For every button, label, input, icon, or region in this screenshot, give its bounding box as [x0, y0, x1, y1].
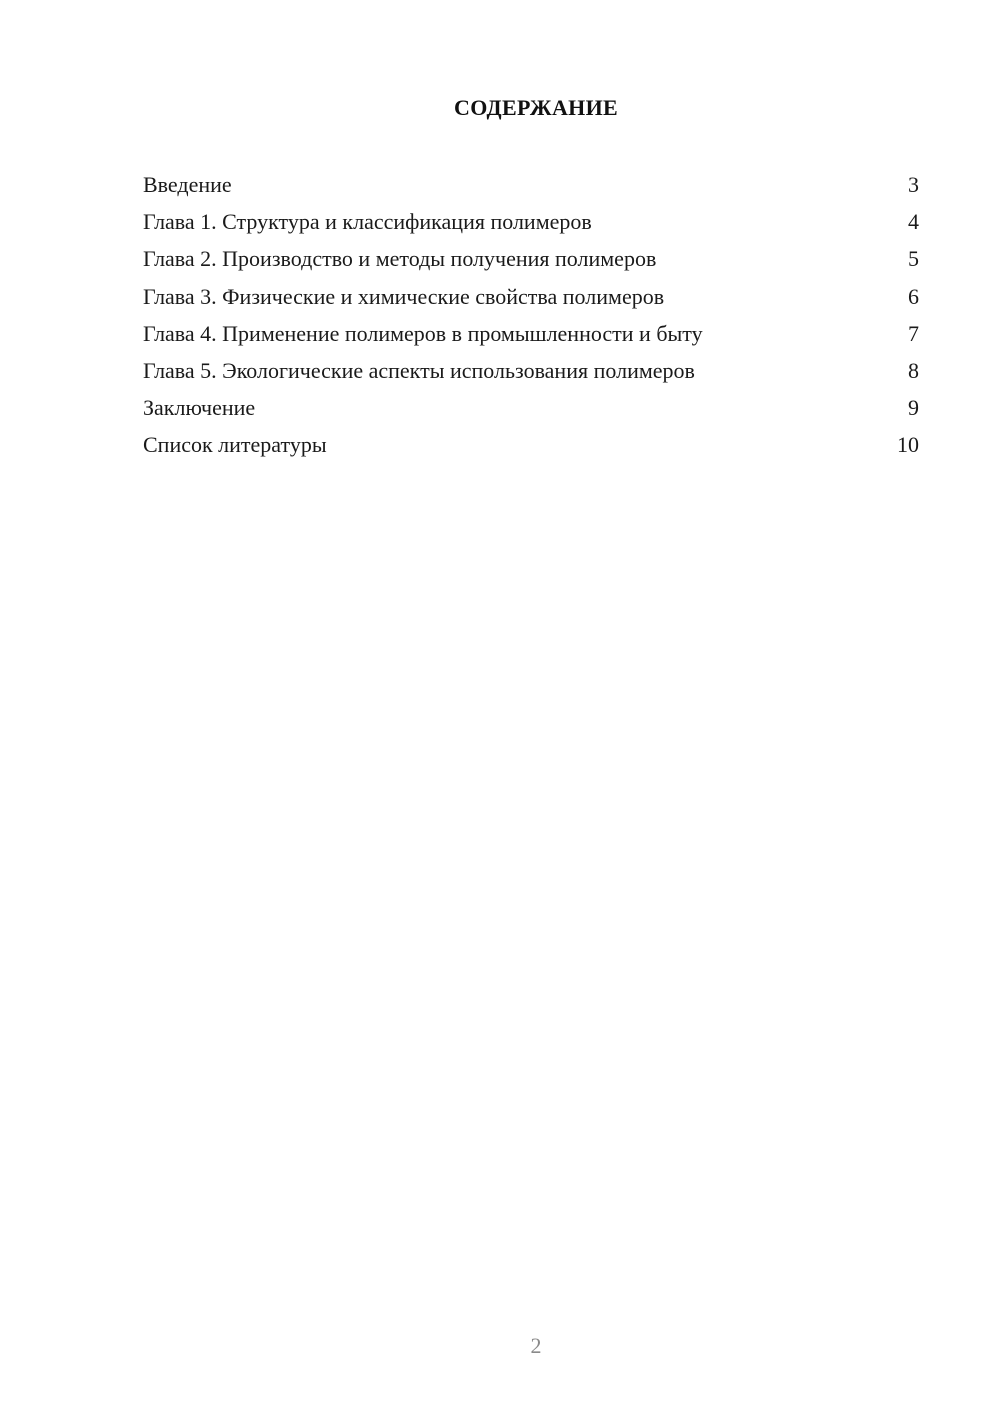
toc-entry-label: Глава 5. Экологические аспекты использования полимеров [143, 357, 695, 383]
toc-entry-page: 6 [908, 283, 919, 309]
page-number: 2 [530, 1333, 542, 1358]
page-title: СОДЕРЖАНИЕ [454, 95, 618, 120]
toc-entry-page: 8 [908, 357, 919, 383]
toc-entry-chapter-4 [143, 317, 919, 354]
toc-entry-label: Глава 2. Производство и методы получения полимеров [143, 246, 657, 272]
toc-entry-chapter-5 [143, 354, 919, 391]
toc-entry-conclusion [143, 391, 919, 428]
toc-entry-label: Заключение [143, 395, 256, 421]
toc-entry-label: Глава 1. Структура и классификация полимеров [143, 209, 592, 235]
toc-entry-label: Введение [143, 172, 232, 197]
toc-entry-page: 9 [908, 395, 919, 421]
toc-entry-label: Список литературы [143, 432, 327, 458]
toc-entry-page: 3 [908, 172, 919, 197]
toc-entry-page: 4 [908, 209, 919, 235]
toc-entry-chapter-1 [143, 205, 919, 242]
table-of-contents [143, 168, 919, 466]
toc-entry-chapter-2 [143, 242, 919, 279]
toc-entry-page: 10 [897, 432, 919, 458]
toc-entry-label: Глава 4. Применение полимеров в промышленности и быту [143, 320, 703, 346]
toc-entry-page: 5 [908, 246, 919, 272]
toc-entry-introduction [143, 168, 919, 205]
toc-entry-label: Глава 3. Физические и химические свойства полимеров [143, 283, 665, 309]
toc-entry-chapter-3 [143, 280, 919, 317]
toc-entry-page: 7 [908, 320, 919, 346]
toc-entry-references [143, 428, 919, 465]
